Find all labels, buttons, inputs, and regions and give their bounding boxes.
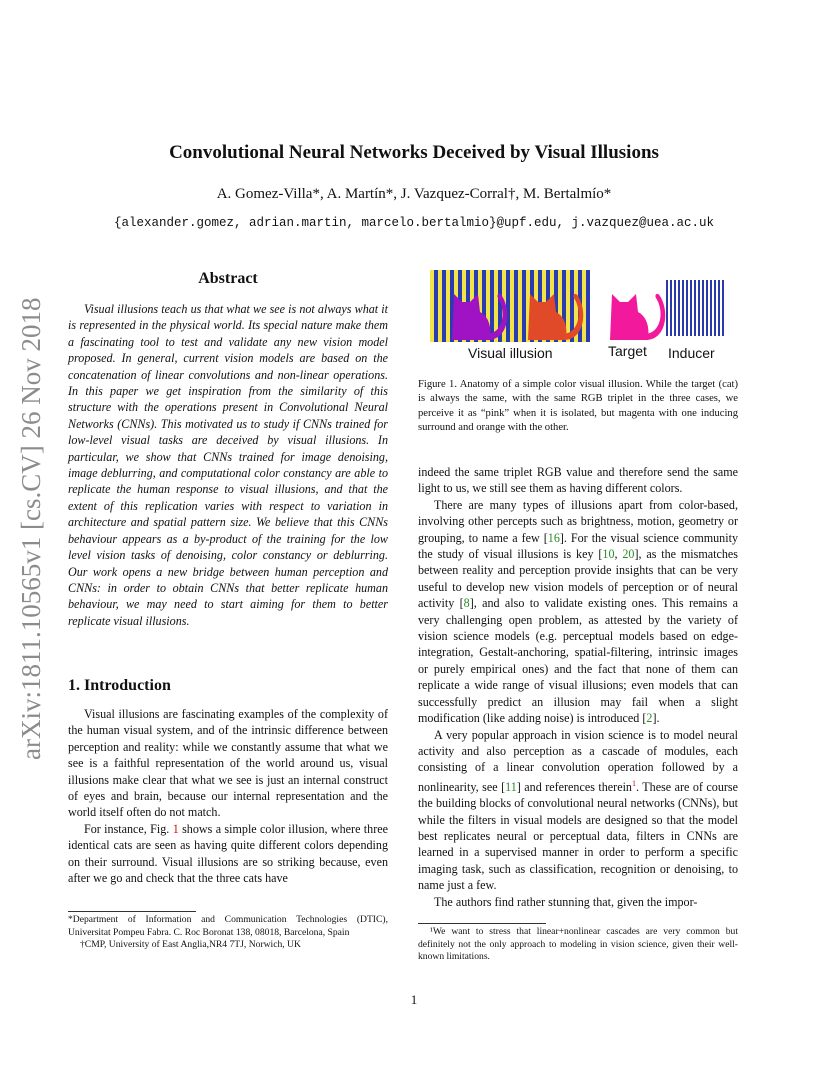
intro-paragraph-1: Visual illusions are fascinating examples of the complexity of the human visual system, and of the intrinsic difference between perception and reality: while we constantly assume that what we see is a faithful representation of the world around us, visual illusions make clear that what we see is just an internal construct of eyes and brain, because our internal representation and the world itself often do not match. [68,707,388,820]
intro-paragraph-2: For instance, Fig. 1 shows a simple color illusion, where three identical cats are seen as having quite different colors depending on their surround. Visual illusions are so striking because, even after we go and check that the three cats have [68,821,388,886]
arxiv-side-label: arXiv:1811.10565v1 [cs.CV] 26 Nov 2018 [16,297,46,760]
author-emails: {alexander.gomez, adrian.martin, marcelo.bertalmio}@upf.edu, j.vazquez@uea.ac.uk [113,216,715,230]
author-list: A. Gomez-Villa*, A. Martín*, J. Vazquez-Corral†, M. Bertalmío* [216,186,612,202]
right-column-body [418,464,738,910]
intro-body [68,706,388,886]
figure-ref-link[interactable]: 1 [172,821,179,836]
right-paragraph-0: indeed the same triplet RGB value and therefore send the same light to us, we still see them as having different colors. [418,465,738,496]
citation-11[interactable]: 11 [505,779,517,794]
right-paragraph-2: A very popular approach in vision science is to model neural activity and also perception as a cascade of modules, each consisting of a linear convolution operation followed by a nonlinearity, see [11] and references therein$^1$. These are of course the building blocks of convolutional neural networks (CNNs), but while the filters in visual models are designed so that the model best replicates neural or perceptual data, filters in CNNs are learned in a supervised manner in order to perform a specific imaging task, such as classification, recognition or denoising, to name just a few. [418,727,738,893]
right-paragraph-3: The authors find rather stunning that, given the impor- [434,894,698,909]
citation-8[interactable]: 8 [463,596,470,611]
figure-1-caption: Figure 1. Anatomy of a simple color visual illusion. While the target (cat) is always the same, with the same RGB triplet in the three cases, we perceive it as “pink” when it is isolated, but magenta with one inducing surround and orange with the other. [418,379,738,434]
right-paragraph-1: There are many types of illusions apart from color-based, involving other percepts such as brightness, motion, geometry or grouping, to name a few [16]. For the visual science community the study of visual illusions is key [10, 20], as the mismatches between reality and perception provide insights that can be very useful to develop new vision models of perception or of neural activity [8], and also to validate existing ones. This remains a very challenging open problem, as attested by the variety of vision science models (e.g. perceptual models based on edge-integration, Gestalt-anchoring, spatial-filtering, intrinsic images or purely empirical ones) and the fact that none of them can replicate a wide range of visual illusions; even models that can successfully predict an illusion may fail when a slight modification (like adding noise) is introduced [2]. [418,497,738,726]
paper-title: Convolutional Neural Networks Deceived by Visual Illusions [169,142,659,163]
abstract-heading: Abstract [198,270,258,287]
citation-10[interactable]: 10 [602,547,615,562]
citation-16[interactable]: 16 [547,530,560,545]
footnotes-left [68,914,388,952]
footnote-ref-1[interactable]: 1 [631,778,636,788]
page-number: 1 [410,992,418,1007]
figure-label-visual-illusion: Visual illusion [468,345,553,361]
footnote-affiliation-1: *Department of Information and Communication Technologies (DTIC), Universitat Pompeu Fabra. C. Roc Boronat 138, 08018, Barcelona, Spain [68,914,388,938]
intro-heading: 1. Introduction [68,677,171,694]
abstract-text: Visual illusions teach us that what we see is not always what it is represented in the physical world. Its special nature make them a fascinating tool to test and validate any new vision model proposed. In general, current vision models are based on the concatenation of linear convolutions and non-linear operations. In this paper we get inspiration from the similarity of this structure with the operations present in Convolutional Neural Networks (CNNs). This motivated us to study if CNNs trained for low-level visual tasks are deceived by visual illusions. In particular, we show that CNNs trained for image denoising, image deblurring, and computational color constancy are able to replicate the human response to visual illusions, and that the extent of this replication varies with respect to variation in architecture and spatial pattern size. We believe that this CNNs behaviour appears as a by-product of the training for the low level vision tasks of denoising, color constancy or deblurring. Our work opens a new bridge between human perception and CNNs: in order to obtain CNNs that better replicate human behaviour, we may need to start aiming for them to better replicate visual illusions. [68,302,388,628]
footnote-rule-left [68,911,196,912]
figure-label-inducer: Inducer [668,345,715,361]
footnote-right: ¹We want to stress that linear+nonlinear cascades are very common but definitely not the only approach to modeling in vision science, given their well-known limitations. [418,926,738,962]
citation-20[interactable]: 20 [622,547,635,562]
figure-label-target: Target [608,343,647,359]
footnote-affiliation-2: †CMP, University of East Anglia,NR4 7TJ, Norwich, UK [80,939,301,950]
cat-pink-target-icon [610,294,665,340]
citation-2[interactable]: 2 [646,711,653,726]
inducer-stripes [666,280,726,336]
footnote-rule-right [418,923,546,924]
